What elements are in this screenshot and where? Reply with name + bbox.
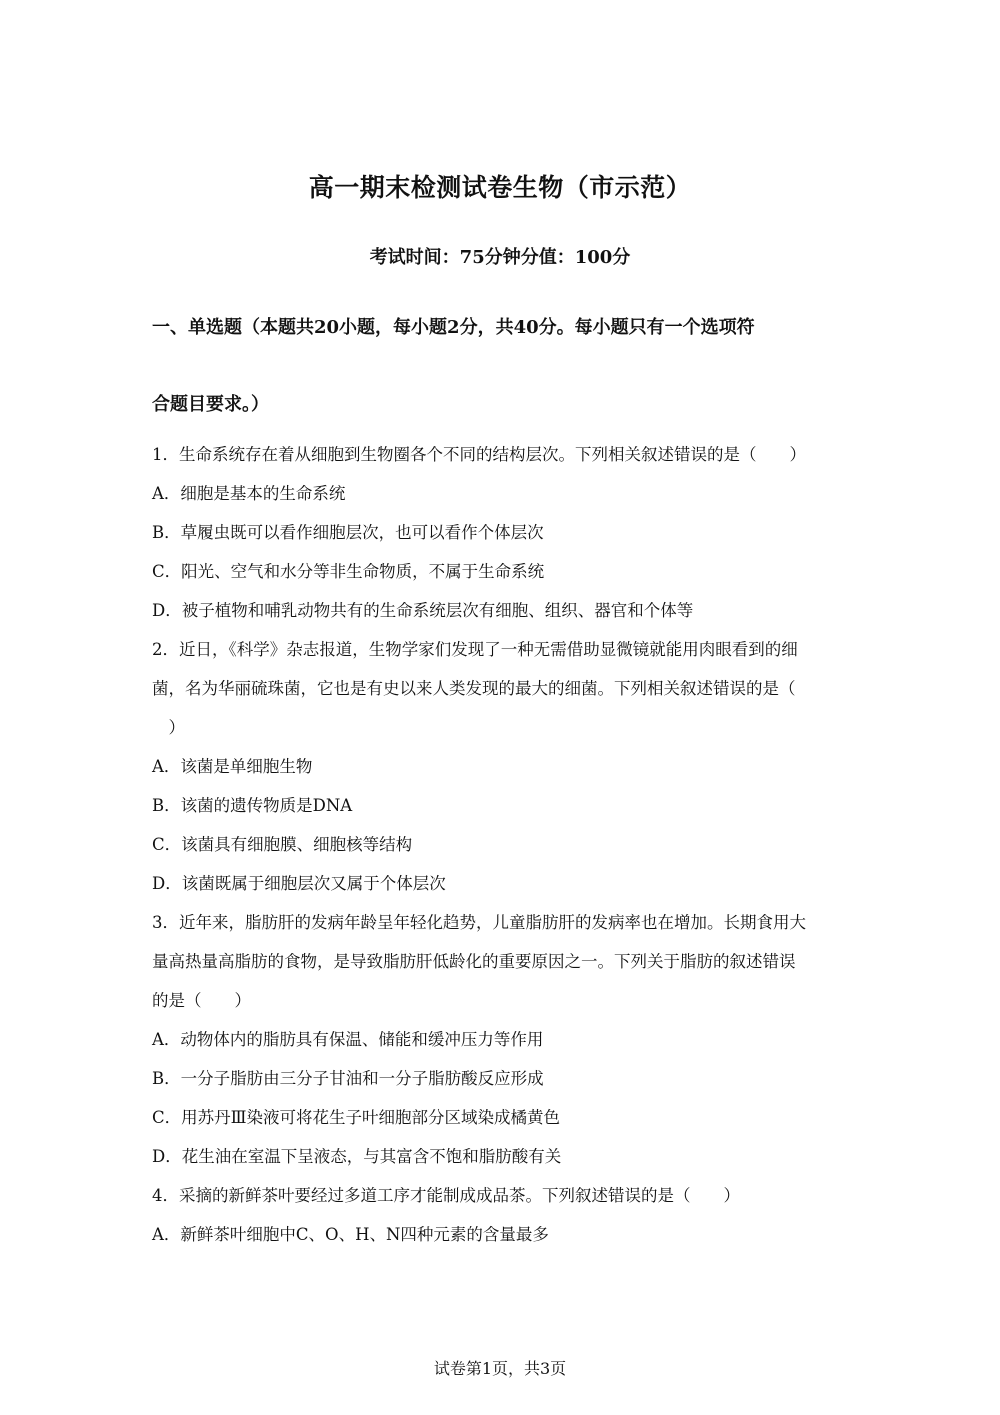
question-3-option-b: B．一分子脂肪由三分子甘油和一分子脂肪酸反应形成 xyxy=(152,1069,544,1088)
question-4-stem: 4．采摘的新鲜茶叶要经过多道工序才能制成成品茶。下列叙述错误的是（ ） xyxy=(152,1186,740,1205)
question-3-option-c: C．用苏丹Ⅲ染液可将花生子叶细胞部分区域染成橘黄色 xyxy=(152,1108,561,1127)
question-2-stem-line-1: 2．近日，《科学》杂志报道，生物学家们发现了一种无需借助显微镜就能用肉眼看到的细 xyxy=(152,640,798,659)
question-1-option-c: C．阳光、空气和水分等非生命物质，不属于生命系统 xyxy=(152,562,545,581)
page-footer: 试卷第1页，共3页 xyxy=(433,1359,567,1378)
page-title: 高一期末检测试卷生物（市示范） xyxy=(308,173,692,202)
question-1-option-b: B．草履虫既可以看作细胞层次，也可以看作个体层次 xyxy=(152,523,544,542)
question-1-stem: 1．生命系统存在着从细胞到生物圈各个不同的结构层次。下列相关叙述错误的是（ ） xyxy=(152,445,806,464)
question-2-option-d: D．该菌既属于细胞层次又属于个体层次 xyxy=(152,874,446,893)
section-heading-line-1: 一、单选题（本题共20小题，每小题2分，共40分。每小题只有一个选项符 xyxy=(152,317,755,338)
exam-info: 考试时间：75分钟分值：100分 xyxy=(369,247,631,268)
question-2-option-a: A．该菌是单细胞生物 xyxy=(152,757,313,776)
question-2-option-b: B．该菌的遗传物质是DNA xyxy=(152,796,353,815)
question-list xyxy=(152,442,852,1261)
question-4-option-a: A．新鲜茶叶细胞中C、O、H、N四种元素的含量最多 xyxy=(152,1225,549,1244)
question-3-stem-line-2: 量高热量高脂肪的食物，是导致脂肪肝低龄化的重要原因之一。下列关于脂肪的叙述错误 xyxy=(152,952,796,971)
question-1-option-a: A．细胞是基本的生命系统 xyxy=(152,484,346,503)
question-1-option-d: D．被子植物和哺乳动物共有的生命系统层次有细胞、组织、器官和个体等 xyxy=(152,601,694,620)
section-heading-line-2: 合题目要求。） xyxy=(152,394,269,415)
question-3-option-a: A．动物体内的脂肪具有保温、储能和缓冲压力等作用 xyxy=(152,1030,544,1049)
question-3-stem-line-3: 的是（ ） xyxy=(152,991,251,1010)
question-2-stem-line-2: 菌，名为华丽硫珠菌，它也是有史以来人类发现的最大的细菌。下列相关叙述错误的是（ xyxy=(152,679,796,698)
question-3-option-d: D．花生油在室温下呈液态，与其富含不饱和脂肪酸有关 xyxy=(152,1147,562,1166)
question-2-option-c: C．该菌具有细胞膜、细胞核等结构 xyxy=(152,835,413,854)
question-2-stem-line-3: ） xyxy=(152,718,185,737)
question-3-stem-line-1: 3．近年来，脂肪肝的发病年龄呈年轻化趋势，儿童脂肪肝的发病率也在增加。长期食用大 xyxy=(152,913,806,932)
